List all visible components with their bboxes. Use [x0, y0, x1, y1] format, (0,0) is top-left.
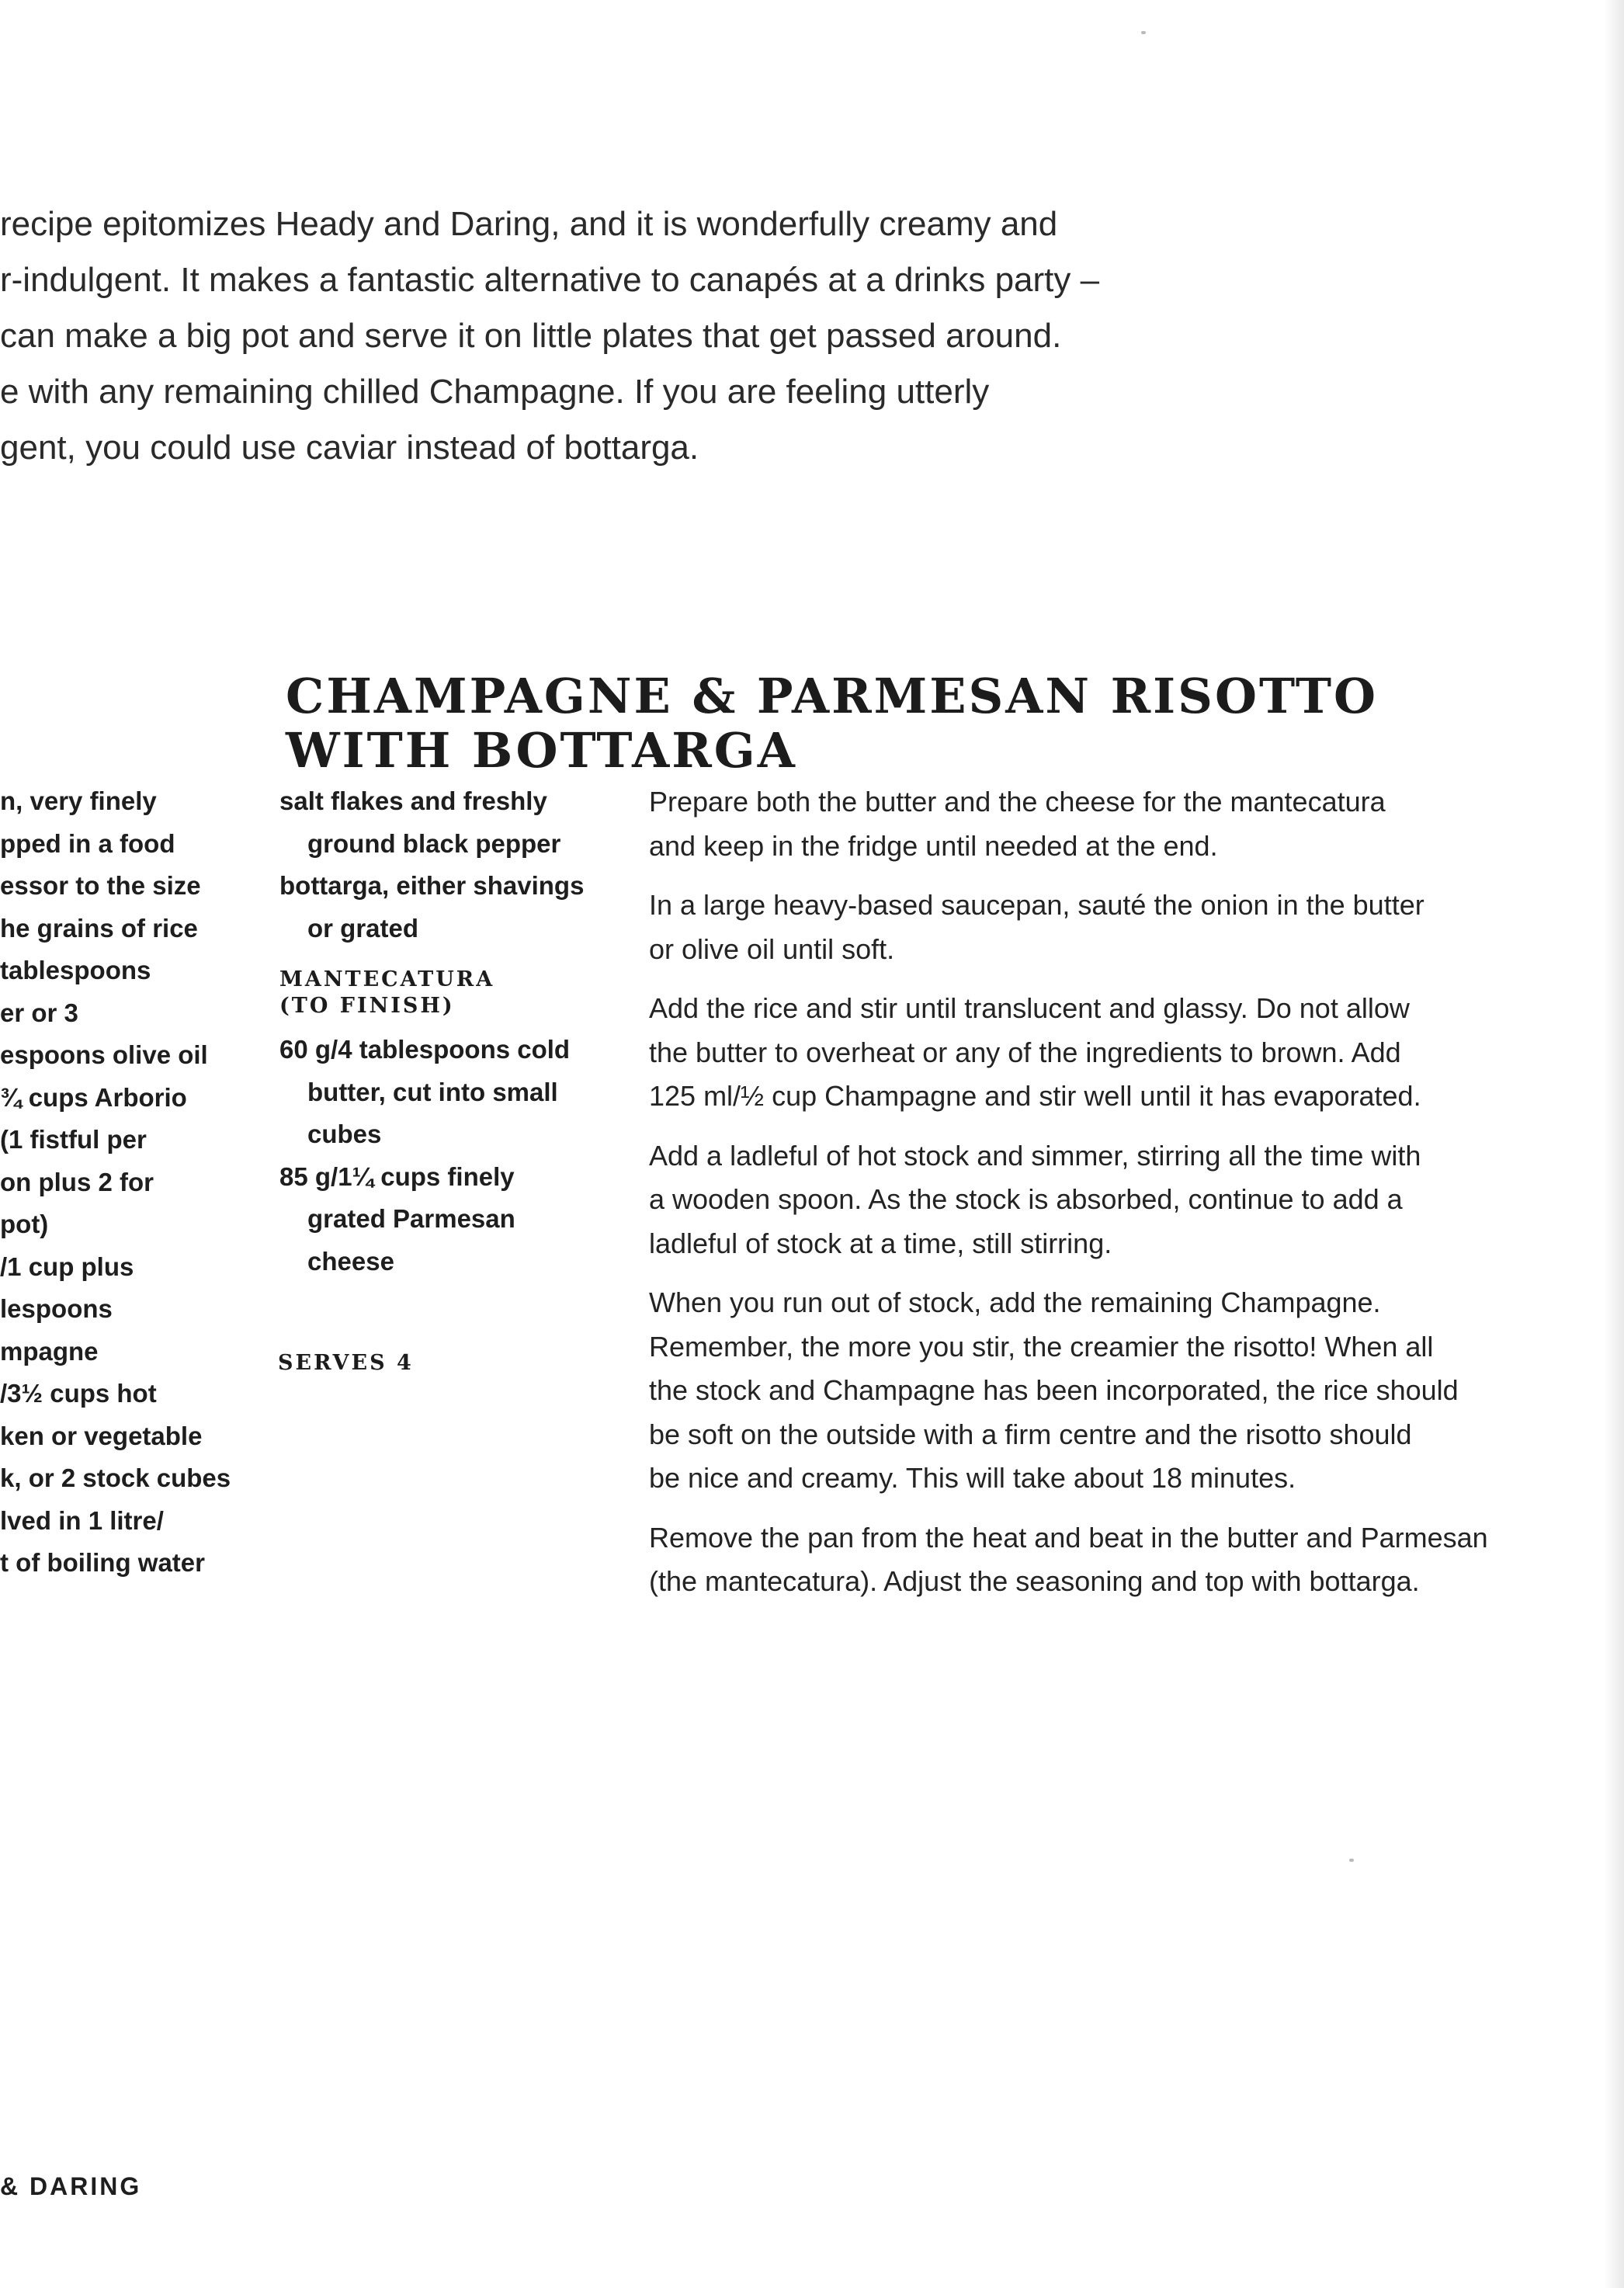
method-line: a wooden spoon. As the stock is absorbed, continue to add a	[649, 1183, 1403, 1215]
ingredient-line: he grains of rice	[0, 913, 198, 943]
method-step	[649, 1516, 1604, 1604]
method-line: Prepare both the butter and the cheese for the mantecatura	[649, 786, 1386, 818]
ingredient-line: espoons olive oil	[0, 1040, 208, 1069]
ingredient-line: t of boiling water	[0, 1548, 205, 1577]
ingredient-line: ground black pepper	[307, 828, 561, 858]
ingredient-line: on plus 2 for	[0, 1167, 154, 1196]
method-line: the butter to overheat or any of the ingredients to brown. Add	[649, 1036, 1401, 1068]
method-line: the stock and Champagne has been incorporated, the rice should	[649, 1374, 1459, 1406]
scan-speck	[1141, 31, 1146, 34]
method-step	[649, 884, 1604, 971]
method-line: Remove the pan from the heat and beat in the butter and Parmesan	[649, 1521, 1488, 1554]
intro-line: can make a big pot and serve it on little plates that get passed around.	[0, 317, 1062, 355]
ingredient-line: cheese	[307, 1246, 394, 1276]
method-line: When you run out of stock, add the remaining Champagne.	[649, 1286, 1381, 1318]
intro-line: r-indulgent. It makes a fantastic alternative to canapés at a drinks party –	[0, 261, 1100, 299]
method-step	[649, 780, 1604, 868]
ingredient-line: mpagne	[0, 1336, 99, 1366]
ingredient-line: /3½ cups hot	[0, 1379, 157, 1408]
method-line: Add a ladleful of hot stock and simmer, stirring all the time with	[649, 1139, 1421, 1172]
ingredient-line: grated Parmesan	[307, 1204, 515, 1233]
method-column	[649, 780, 1604, 1620]
method-line: In a large heavy-based saucepan, sauté the onion in the butter	[649, 889, 1424, 921]
ingredient-line: 85 g/1¼ cups finely	[279, 1161, 515, 1191]
ingredient-line: pped in a food	[0, 828, 175, 858]
method-line: Remember, the more you stir, the creamier the risotto! When all	[649, 1330, 1434, 1363]
ingredient-line: n, very finely	[0, 786, 157, 815]
section-heading-line: (TO FINISH)	[279, 994, 455, 1018]
ingredient-line: pot)	[0, 1210, 49, 1238]
seasoning-ingredients	[279, 780, 637, 950]
ingredient-line: 60 g/4 tablespoons cold	[279, 1035, 571, 1064]
ingredient-line: er or 3	[0, 998, 78, 1027]
intro-line: gent, you could use caviar instead of bottarga.	[0, 429, 699, 467]
mantecatura-heading	[279, 967, 637, 1019]
ingredient-line: salt flakes and freshly	[279, 786, 547, 815]
method-line: be nice and creamy. This will take about 18 minutes.	[649, 1462, 1296, 1494]
ingredient-line: lved in 1 litre/	[0, 1505, 164, 1535]
ingredient-line: essor to the size	[0, 871, 201, 900]
method-line: Add the rice and stir until translucent and glassy. Do not allow	[649, 992, 1410, 1024]
section-heading-line: MANTECATURA	[279, 967, 495, 991]
ingredient-line: bottarga, either shavings	[279, 871, 585, 900]
ingredient-line: or grated	[307, 913, 419, 943]
recipe-title-line-2: WITH BOTTARGA	[286, 721, 797, 779]
serves-label: SERVES 4	[278, 1351, 414, 1375]
ingredient-line: ¾ cups Arborio	[0, 1082, 187, 1112]
ingredient-line: (1 fistful per	[0, 1125, 147, 1154]
running-footer: & DARING	[0, 2172, 142, 2200]
page-edge-shadow	[1604, 0, 1624, 2288]
ingredients-middle-column	[279, 780, 637, 1283]
recipe-title	[286, 669, 1605, 778]
ingredient-line: lespoons	[0, 1294, 113, 1323]
method-line: (the mantecatura). Adjust the seasoning and top with bottarga.	[649, 1565, 1420, 1597]
ingredients-left-column	[0, 780, 241, 1585]
scan-speck	[1349, 1859, 1354, 1862]
recipe-title-line-1: CHAMPAGNE & PARMESAN RISOTTO	[286, 667, 1379, 724]
ingredient-line: ken or vegetable	[0, 1421, 203, 1450]
ingredient-line: cubes	[307, 1120, 382, 1148]
mantecatura-ingredients	[279, 1029, 637, 1283]
method-step	[649, 1281, 1604, 1501]
method-step	[649, 1134, 1604, 1266]
intro-line: e with any remaining chilled Champagne. If you are feeling utterly	[0, 373, 990, 411]
method-line: 125 ml/½ cup Champagne and stir well until it has evaporated.	[649, 1080, 1421, 1112]
method-line: and keep in the fridge until needed at the end.	[649, 829, 1218, 862]
ingredient-line: butter, cut into small	[307, 1077, 558, 1106]
ingredient-line: tablespoons	[0, 956, 151, 984]
ingredient-line: k, or 2 stock cubes	[0, 1463, 231, 1492]
intro-paragraph	[0, 196, 1180, 476]
method-line: or olive oil until soft.	[649, 932, 895, 965]
method-line: ladleful of stock at a time, still stirring.	[649, 1227, 1112, 1259]
method-line: be soft on the outside with a firm centre and the risotto should	[649, 1418, 1412, 1450]
intro-line: recipe epitomizes Heady and Daring, and it is wonderfully creamy and	[0, 205, 1058, 243]
method-step	[649, 987, 1604, 1119]
ingredient-line: /1 cup plus	[0, 1252, 134, 1281]
